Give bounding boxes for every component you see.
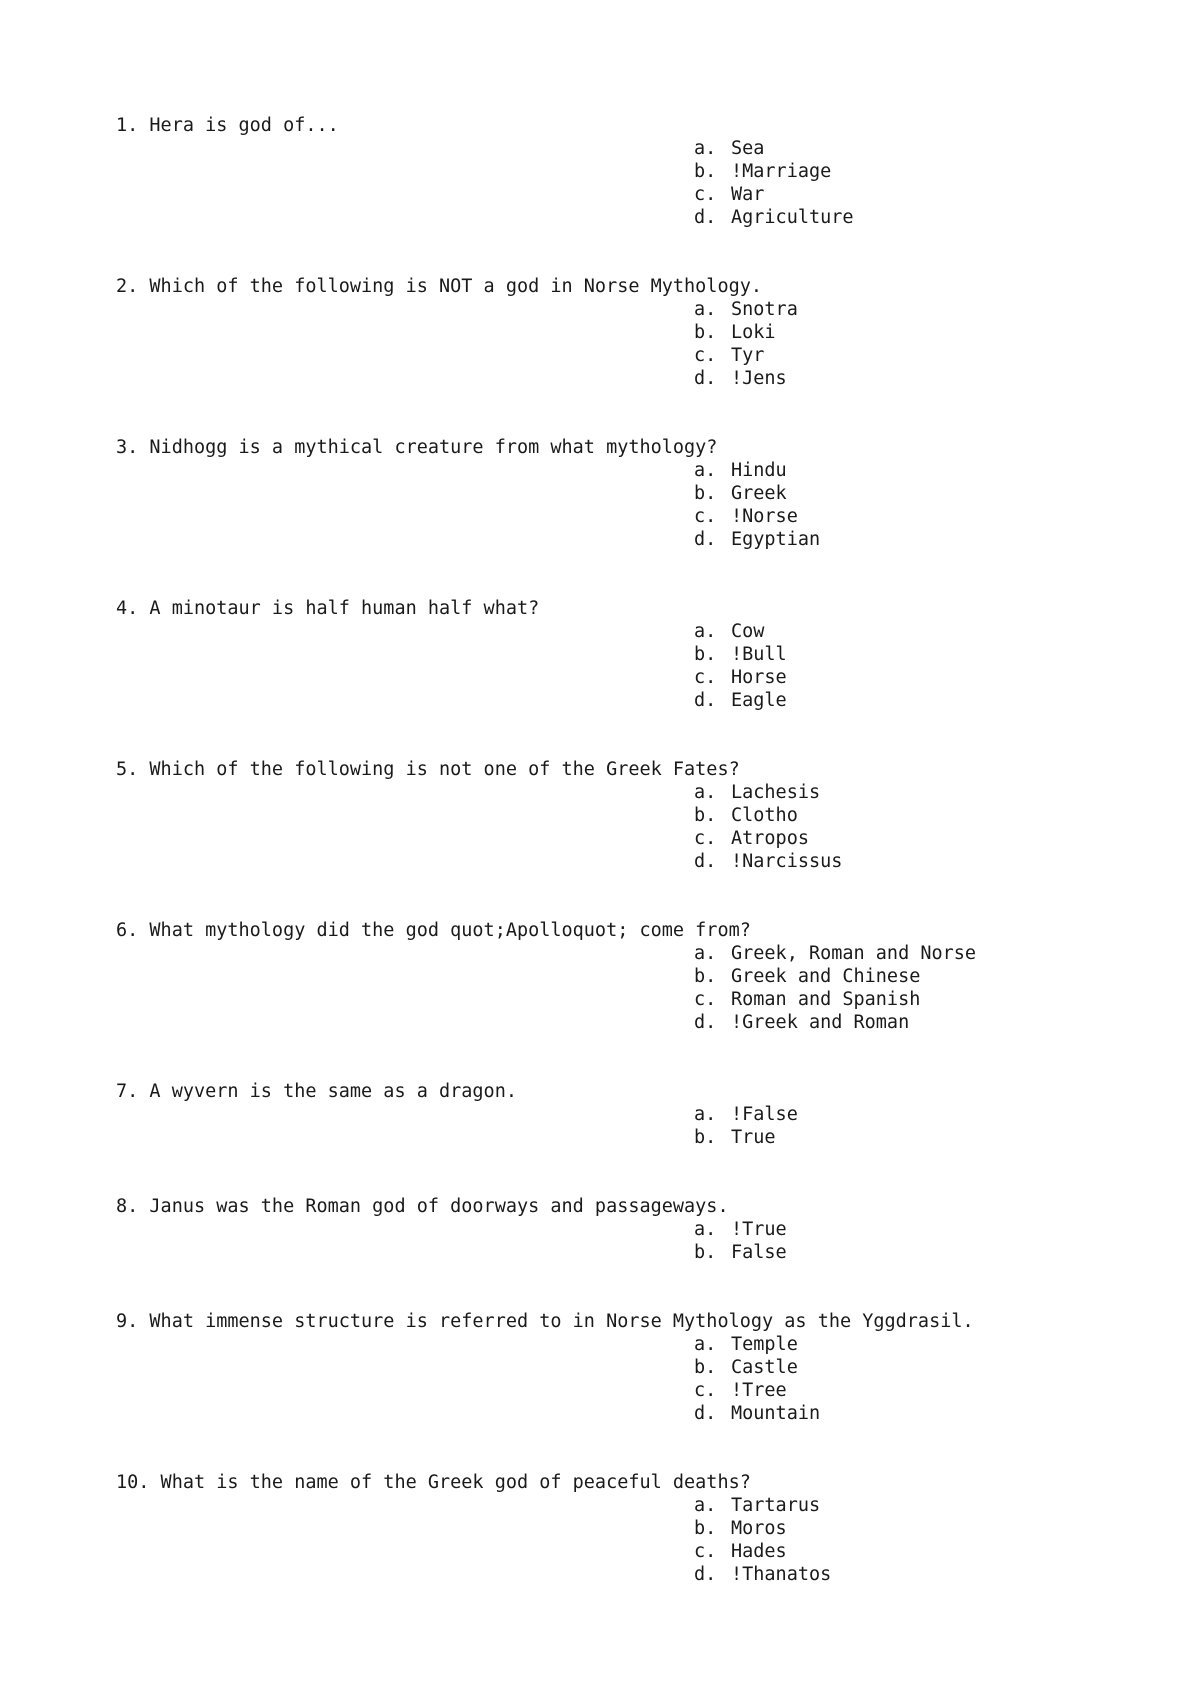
answer-options — [116, 1218, 1116, 1264]
option-text: Lachesis — [731, 782, 821, 803]
answer-option — [116, 482, 1116, 505]
option-text: !False — [731, 1104, 798, 1125]
option-letter: a. — [694, 460, 717, 481]
question-block — [116, 919, 1116, 1035]
option-letter: a. — [694, 943, 717, 964]
option-letter: b. — [694, 483, 717, 504]
question-spacer — [116, 873, 1116, 874]
answer-options — [116, 298, 1116, 390]
option-text: !Greek and Roman — [731, 1012, 910, 1033]
answer-option — [116, 1103, 1116, 1126]
option-text: Tyr — [731, 345, 765, 366]
option-text: Greek and Chinese — [731, 966, 921, 987]
answer-option — [116, 1011, 1116, 1034]
option-text: !Jens — [731, 368, 787, 389]
option-text: Clotho — [731, 805, 798, 826]
answer-option — [116, 1333, 1116, 1356]
answer-options — [116, 459, 1116, 551]
question-block — [116, 758, 1116, 874]
question-block — [116, 597, 1116, 713]
option-text: Moros — [731, 1518, 787, 1539]
option-letter: a. — [694, 299, 717, 320]
answer-options — [116, 942, 1116, 1034]
option-letter: d. — [694, 690, 717, 711]
question-spacer — [116, 1264, 1116, 1265]
option-letter: d. — [694, 1564, 717, 1585]
quiz-list — [116, 114, 1116, 1632]
answer-option — [116, 689, 1116, 712]
answer-option — [116, 1494, 1116, 1517]
question-spacer — [116, 229, 1116, 230]
option-text: Mountain — [731, 1403, 821, 1424]
answer-option — [116, 183, 1116, 206]
option-letter: a. — [694, 1334, 717, 1355]
question-text: 4. A minotaur is half human half what? — [116, 598, 540, 619]
option-letter: c. — [694, 506, 717, 527]
option-text: Greek, Roman and Norse — [731, 943, 977, 964]
option-text: False — [731, 1242, 787, 1263]
answer-option — [116, 528, 1116, 551]
answer-option — [116, 965, 1116, 988]
option-letter: d. — [694, 851, 717, 872]
answer-option — [116, 850, 1116, 873]
question-text: 2. Which of the following is NOT a god in Norse Mythology. — [116, 276, 763, 297]
option-letter: c. — [694, 1380, 717, 1401]
option-text: Tartarus — [731, 1495, 821, 1516]
answer-option — [116, 160, 1116, 183]
question-spacer — [116, 1149, 1116, 1150]
option-letter: a. — [694, 782, 717, 803]
option-text: Temple — [731, 1334, 798, 1355]
question-text: 10. What is the name of the Greek god of peaceful deaths? — [116, 1472, 751, 1493]
option-letter: c. — [694, 345, 717, 366]
question-spacer — [116, 551, 1116, 552]
answer-option — [116, 137, 1116, 160]
answer-option — [116, 206, 1116, 229]
option-text: Agriculture — [731, 207, 854, 228]
option-letter: a. — [694, 1219, 717, 1240]
option-text: Horse — [731, 667, 787, 688]
answer-options — [116, 1103, 1116, 1149]
option-text: True — [731, 1127, 776, 1148]
answer-options — [116, 1333, 1116, 1425]
option-letter: b. — [694, 805, 717, 826]
question-text: 6. What mythology did the god quot;Apolloquot; come from? — [116, 920, 751, 941]
option-text: !Marriage — [731, 161, 832, 182]
option-letter: c. — [694, 828, 717, 849]
option-letter: b. — [694, 1357, 717, 1378]
question-spacer — [116, 1586, 1116, 1587]
answer-option — [116, 1241, 1116, 1264]
question-block — [116, 275, 1116, 391]
question-text: 3. Nidhogg is a mythical creature from what mythology? — [116, 437, 718, 458]
answer-option — [116, 321, 1116, 344]
question-text: 5. Which of the following is not one of the Greek Fates? — [116, 759, 740, 780]
option-text: Hindu — [731, 460, 787, 481]
answer-option — [116, 643, 1116, 666]
option-text: War — [731, 184, 765, 205]
question-spacer — [116, 712, 1116, 713]
option-letter: b. — [694, 644, 717, 665]
question-block — [116, 436, 1116, 552]
answer-option — [116, 1402, 1116, 1425]
option-text: !Narcissus — [731, 851, 843, 872]
question-block — [116, 1471, 1116, 1587]
option-letter: b. — [694, 322, 717, 343]
option-text: !Bull — [731, 644, 787, 665]
answer-option — [116, 1540, 1116, 1563]
option-letter: a. — [694, 621, 717, 642]
answer-option — [116, 298, 1116, 321]
option-letter: c. — [694, 1541, 717, 1562]
option-text: !True — [731, 1219, 787, 1240]
option-letter: a. — [694, 1495, 717, 1516]
answer-option — [116, 804, 1116, 827]
answer-options — [116, 781, 1116, 873]
option-letter: b. — [694, 161, 717, 182]
option-text: Egyptian — [731, 529, 821, 550]
question-block — [116, 114, 1116, 230]
answer-option — [116, 781, 1116, 804]
question-spacer — [116, 1034, 1116, 1035]
answer-option — [116, 988, 1116, 1011]
option-text: Eagle — [731, 690, 787, 711]
answer-option — [116, 666, 1116, 689]
answer-option — [116, 367, 1116, 390]
answer-option — [116, 1218, 1116, 1241]
question-text: 9. What immense structure is referred to in Norse Mythology as the Yggdrasil. — [116, 1311, 974, 1332]
option-letter: d. — [694, 207, 717, 228]
option-letter: a. — [694, 138, 717, 159]
answer-option — [116, 827, 1116, 850]
option-text: Snotra — [731, 299, 798, 320]
option-letter: b. — [694, 1127, 717, 1148]
answer-option — [116, 344, 1116, 367]
question-block — [116, 1310, 1116, 1426]
option-letter: c. — [694, 667, 717, 688]
answer-option — [116, 942, 1116, 965]
option-text: !Tree — [731, 1380, 787, 1401]
option-text: Loki — [731, 322, 776, 343]
answer-option — [116, 620, 1116, 643]
question-text: 8. Janus was the Roman god of doorways and passageways. — [116, 1196, 729, 1217]
option-text: Cow — [731, 621, 765, 642]
option-text: Hades — [731, 1541, 787, 1562]
option-letter: d. — [694, 368, 717, 389]
option-text: !Norse — [731, 506, 798, 527]
option-letter: d. — [694, 1012, 717, 1033]
option-letter: d. — [694, 1403, 717, 1424]
option-letter: c. — [694, 184, 717, 205]
question-block — [116, 1195, 1116, 1265]
answer-options — [116, 1494, 1116, 1586]
answer-options — [116, 137, 1116, 229]
option-letter: d. — [694, 529, 717, 550]
question-spacer — [116, 1425, 1116, 1426]
option-text: Roman and Spanish — [731, 989, 921, 1010]
answer-option — [116, 1379, 1116, 1402]
option-letter: b. — [694, 1518, 717, 1539]
option-text: Sea — [731, 138, 765, 159]
answer-option — [116, 1126, 1116, 1149]
answer-option — [116, 1356, 1116, 1379]
option-text: Castle — [731, 1357, 798, 1378]
option-text: Greek — [731, 483, 787, 504]
answer-option — [116, 1563, 1116, 1586]
answer-options — [116, 620, 1116, 712]
option-text: Atropos — [731, 828, 809, 849]
option-letter: b. — [694, 966, 717, 987]
option-letter: b. — [694, 1242, 717, 1263]
option-letter: a. — [694, 1104, 717, 1125]
answer-option — [116, 505, 1116, 528]
question-spacer — [116, 390, 1116, 391]
answer-option — [116, 1517, 1116, 1540]
question-text: 1. Hera is god of... — [116, 115, 339, 136]
answer-option — [116, 459, 1116, 482]
question-text: 7. A wyvern is the same as a dragon. — [116, 1081, 517, 1102]
question-block — [116, 1080, 1116, 1150]
option-letter: c. — [694, 989, 717, 1010]
option-text: !Thanatos — [731, 1564, 832, 1585]
